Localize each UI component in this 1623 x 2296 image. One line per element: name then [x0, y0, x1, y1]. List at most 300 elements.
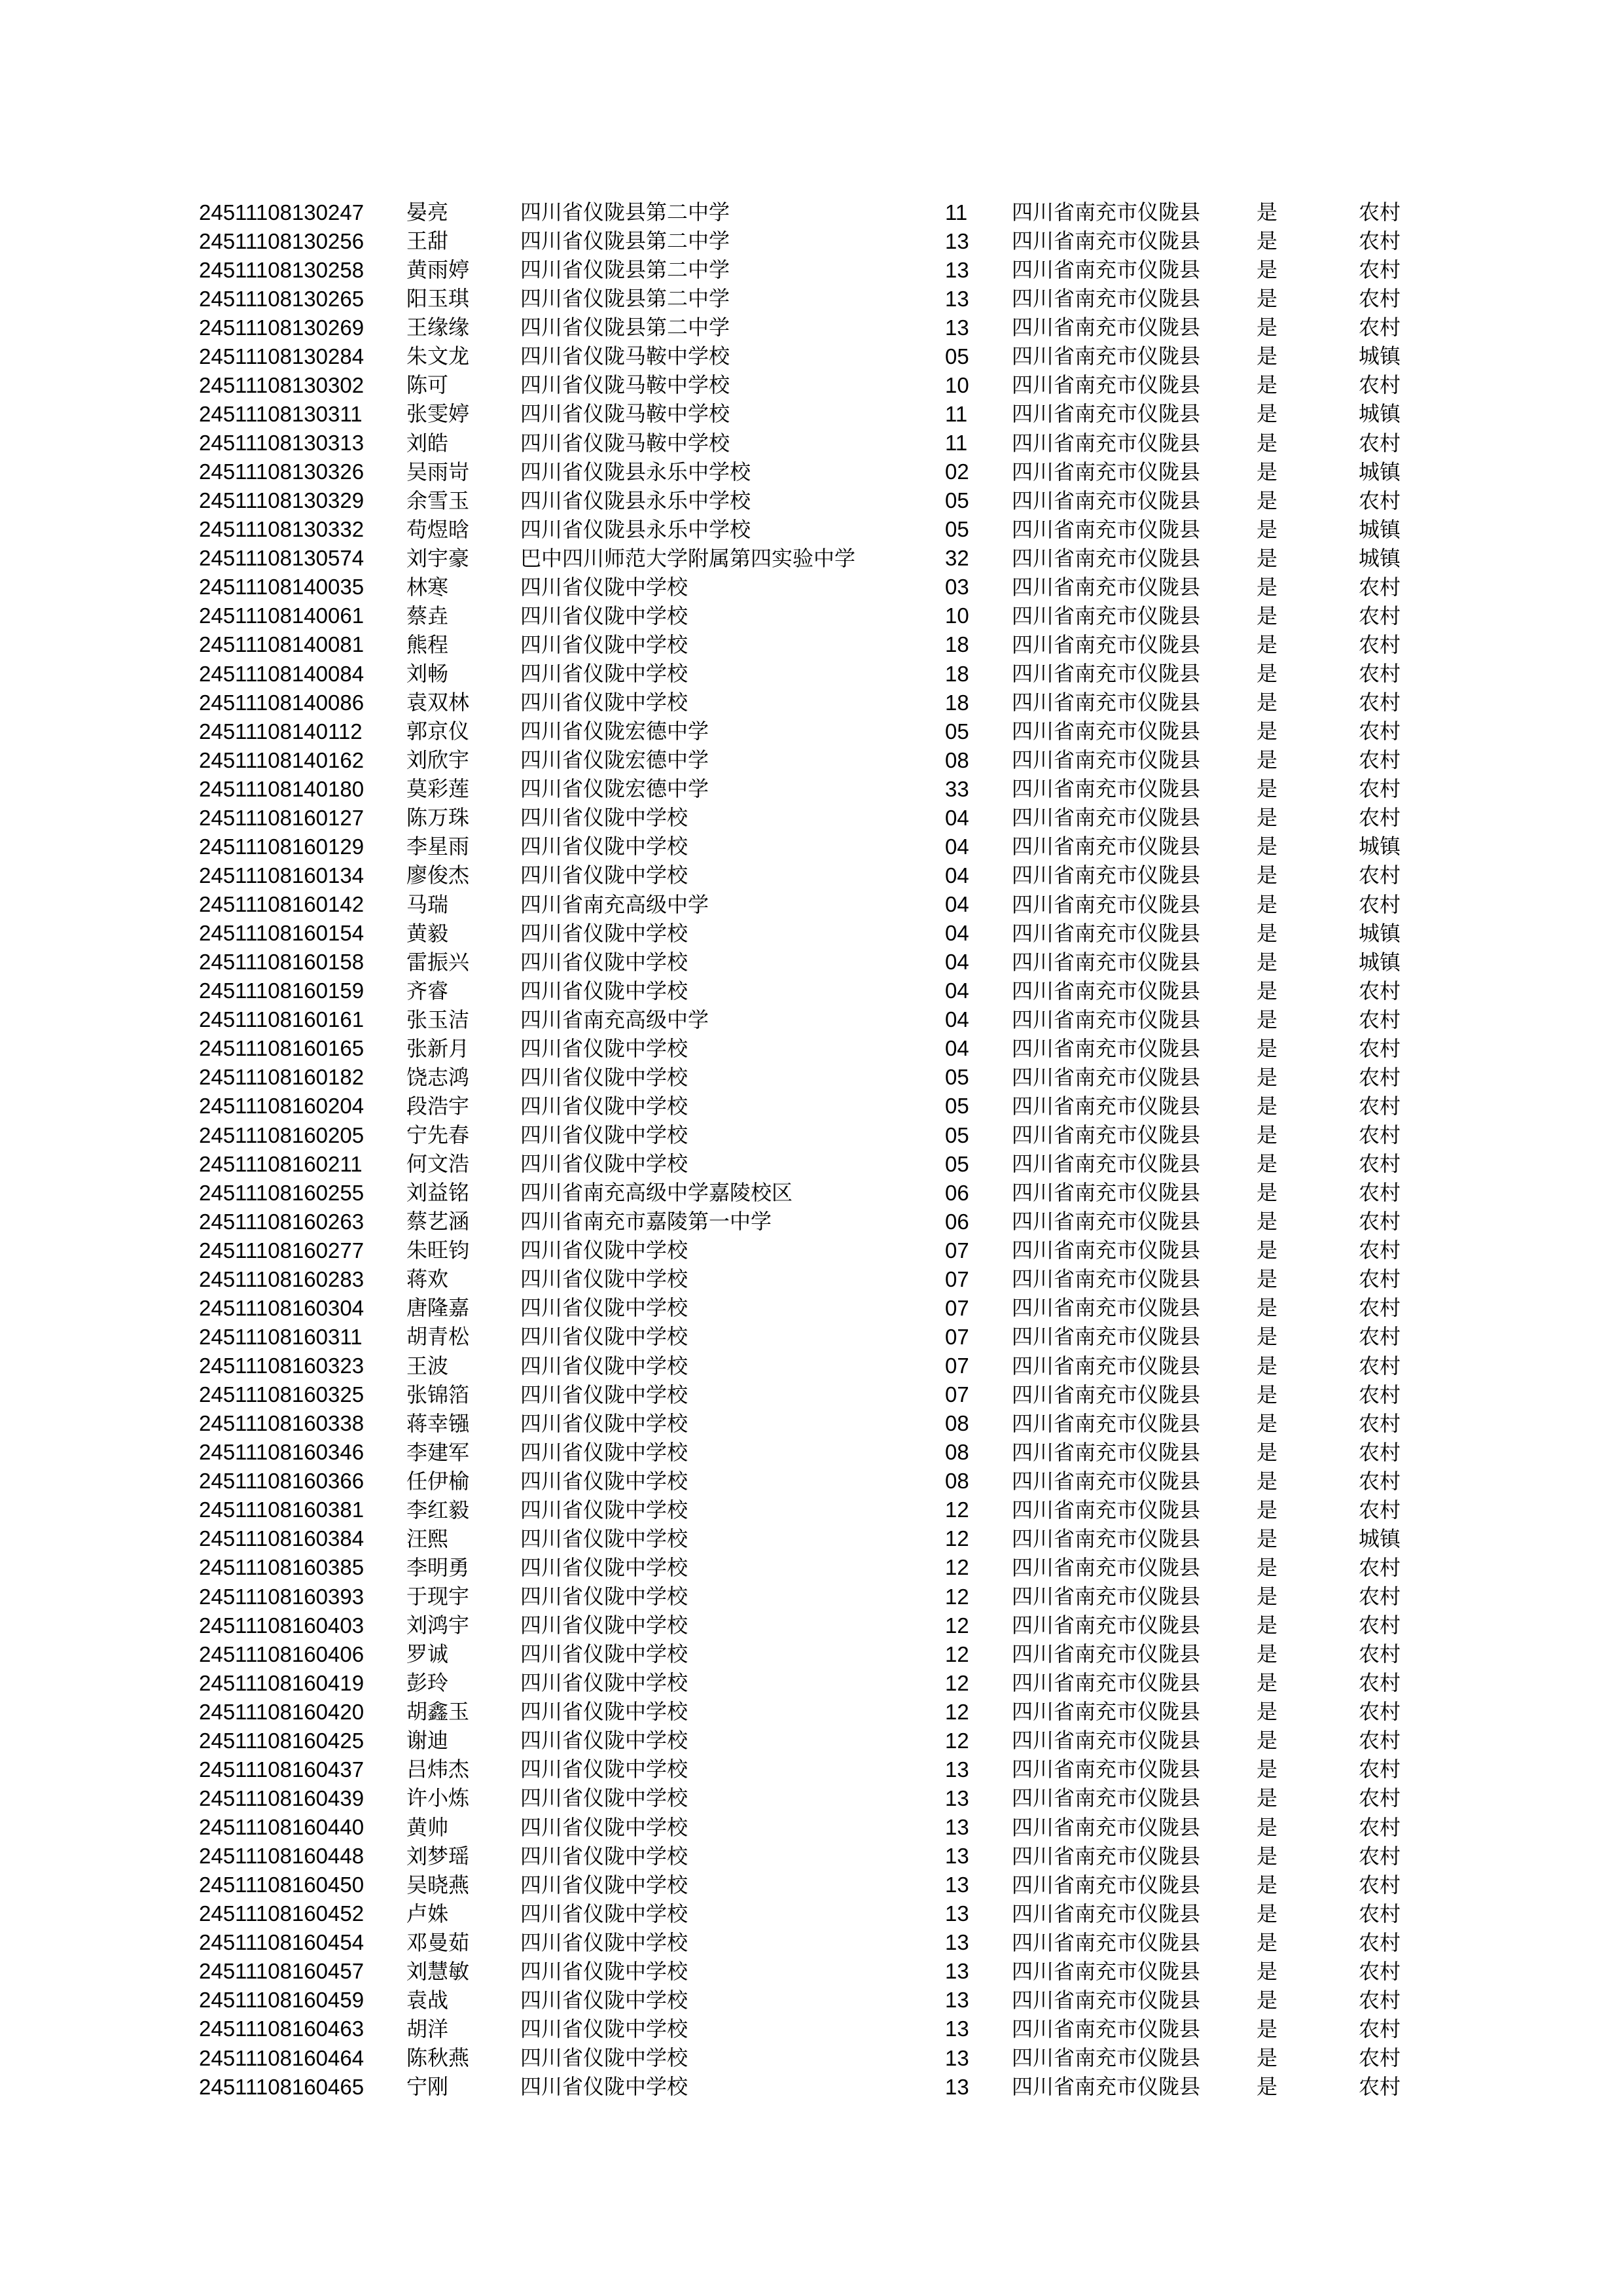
student-id-cell: 24511108140035 [199, 575, 365, 600]
student-name-cell: 蒋幸镪 [406, 1410, 470, 1436]
region-cell: 四川省南充市仪陇县 [1012, 1814, 1201, 1840]
class-number-cell: 13 [945, 2045, 969, 2070]
area-type-cell: 农村 [1359, 2074, 1401, 2100]
student-id-cell: 24511108160419 [199, 1670, 365, 1695]
student-name-cell: 于现宇 [406, 1584, 470, 1609]
student-name-cell: 刘欣宇 [406, 747, 470, 773]
student-id-cell: 24511108160393 [199, 1584, 365, 1609]
student-id-cell: 24511108160311 [199, 1324, 363, 1349]
school-cell: 四川省仪陇中学校 [520, 1266, 688, 1292]
school-cell: 巴中四川师范大学附属第四实验中学 [520, 545, 856, 571]
class-number-cell: 08 [945, 1440, 969, 1465]
area-type-cell: 农村 [1359, 1410, 1401, 1436]
student-id-cell: 24511108140086 [199, 690, 365, 715]
table-row [199, 1842, 1431, 1871]
school-cell: 四川省仪陇县第二中学 [520, 315, 730, 340]
student-name-cell: 李红毅 [406, 1497, 470, 1522]
eligibility-flag-cell: 是 [1257, 776, 1278, 802]
area-type-cell: 农村 [1359, 1843, 1401, 1869]
table-row [199, 659, 1431, 688]
student-name-cell: 朱旺钧 [406, 1238, 470, 1263]
area-type-cell: 农村 [1359, 1901, 1401, 1926]
region-cell: 四川省南充市仪陇县 [1012, 401, 1201, 427]
class-number-cell: 08 [945, 1469, 969, 1494]
student-id-cell: 24511108130311 [199, 401, 363, 426]
table-row [199, 226, 1431, 255]
school-cell: 四川省仪陇中学校 [520, 574, 688, 600]
student-name-cell: 蔡艺涵 [406, 1209, 470, 1234]
school-cell: 四川省仪陇中学校 [520, 1584, 688, 1609]
class-number-cell: 13 [945, 1901, 969, 1926]
student-id-cell: 24511108130329 [199, 488, 365, 513]
student-id-cell: 24511108160159 [199, 978, 365, 1003]
region-cell: 四川省南充市仪陇县 [1012, 1093, 1201, 1119]
student-name-cell: 宁刚 [406, 2074, 449, 2100]
student-name-cell: 林寒 [406, 574, 449, 600]
eligibility-flag-cell: 是 [1257, 1987, 1278, 2013]
area-type-cell: 农村 [1359, 1699, 1401, 1725]
class-number-cell: 13 [945, 286, 969, 311]
student-id-cell: 24511108140084 [199, 661, 365, 686]
eligibility-flag-cell: 是 [1257, 1929, 1278, 1955]
table-row [199, 717, 1431, 745]
area-type-cell: 农村 [1359, 1266, 1401, 1292]
area-type-cell: 农村 [1359, 863, 1401, 888]
class-number-cell: 13 [945, 1873, 969, 1897]
student-id-cell: 24511108140162 [199, 747, 365, 772]
school-cell: 四川省仪陇中学校 [520, 2016, 688, 2041]
region-cell: 四川省南充市仪陇县 [1012, 891, 1201, 917]
school-cell: 四川省仪陇中学校 [520, 978, 688, 1003]
student-id-cell: 24511108160454 [199, 1930, 365, 1955]
table-row [199, 1928, 1431, 1957]
student-id-cell: 24511108160437 [199, 1757, 365, 1782]
student-name-cell: 张玉洁 [406, 1007, 470, 1032]
school-cell: 四川省仪陇中学校 [520, 1613, 688, 1638]
eligibility-flag-cell: 是 [1257, 228, 1278, 254]
student-name-cell: 余雪玉 [406, 488, 470, 513]
region-cell: 四川省南充市仪陇县 [1012, 1901, 1201, 1926]
table-row [199, 2072, 1431, 2101]
table-row [199, 1813, 1431, 1842]
area-type-cell: 农村 [1359, 1814, 1401, 1840]
student-name-cell: 唐隆嘉 [406, 1295, 470, 1321]
school-cell: 四川省仪陇中学校 [520, 661, 688, 687]
student-name-cell: 阳玉琪 [406, 286, 470, 312]
region-cell: 四川省南充市仪陇县 [1012, 1439, 1201, 1465]
area-type-cell: 农村 [1359, 257, 1401, 283]
student-name-cell: 刘慧敏 [406, 1958, 470, 1984]
student-name-cell: 罗诚 [406, 1641, 449, 1667]
region-cell: 四川省南充市仪陇县 [1012, 459, 1201, 484]
table-row [199, 1957, 1431, 1986]
area-type-cell: 农村 [1359, 1958, 1401, 1984]
area-type-cell: 农村 [1359, 1093, 1401, 1119]
area-type-cell: 农村 [1359, 690, 1401, 715]
eligibility-flag-cell: 是 [1257, 719, 1278, 744]
region-cell: 四川省南充市仪陇县 [1012, 1728, 1201, 1753]
eligibility-flag-cell: 是 [1257, 488, 1278, 513]
student-id-cell: 24511108130258 [199, 257, 365, 282]
student-id-cell: 24511108160154 [199, 921, 365, 946]
student-id-cell: 24511108160366 [199, 1469, 365, 1494]
school-cell: 四川省仪陇中学校 [520, 2045, 688, 2071]
student-id-cell: 24511108130256 [199, 228, 365, 253]
table-row [199, 1265, 1431, 1293]
eligibility-flag-cell: 是 [1257, 1584, 1278, 1609]
region-cell: 四川省南充市仪陇县 [1012, 1757, 1201, 1782]
table-row [199, 1322, 1431, 1351]
table-row [199, 977, 1431, 1005]
table-row [199, 1582, 1431, 1611]
class-number-cell: 04 [945, 892, 969, 917]
eligibility-flag-cell: 是 [1257, 1468, 1278, 1494]
school-cell: 四川省仪陇中学校 [520, 690, 688, 715]
school-cell: 四川省仪陇中学校 [520, 1497, 688, 1522]
table-row [199, 1293, 1431, 1322]
class-number-cell: 32 [945, 546, 969, 571]
area-type-cell: 农村 [1359, 719, 1401, 744]
school-cell: 四川省仪陇马鞍中学校 [520, 372, 730, 398]
region-cell: 四川省南充市仪陇县 [1012, 1180, 1201, 1206]
region-cell: 四川省南充市仪陇县 [1012, 603, 1201, 628]
region-cell: 四川省南充市仪陇县 [1012, 228, 1201, 254]
student-name-cell: 马瑞 [406, 891, 449, 917]
class-number-cell: 13 [945, 228, 969, 253]
eligibility-flag-cell: 是 [1257, 430, 1278, 456]
region-cell: 四川省南充市仪陇县 [1012, 747, 1201, 773]
school-cell: 四川省仪陇县第二中学 [520, 200, 730, 225]
student-name-cell: 刘皓 [406, 430, 449, 456]
student-name-cell: 宁先春 [406, 1122, 470, 1148]
area-type-cell: 农村 [1359, 632, 1401, 657]
student-name-cell: 任伊榆 [406, 1468, 470, 1494]
class-number-cell: 11 [945, 431, 968, 456]
student-id-cell: 24511108160384 [199, 1526, 365, 1551]
area-type-cell: 农村 [1359, 1064, 1401, 1090]
eligibility-flag-cell: 是 [1257, 920, 1278, 946]
student-id-cell: 24511108160406 [199, 1641, 365, 1666]
region-cell: 四川省南充市仪陇县 [1012, 200, 1201, 225]
eligibility-flag-cell: 是 [1257, 545, 1278, 571]
table-row [199, 284, 1431, 313]
school-cell: 四川省仪陇县永乐中学校 [520, 516, 751, 542]
school-cell: 四川省仪陇宏德中学 [520, 719, 709, 744]
school-cell: 四川省仪陇中学校 [520, 1295, 688, 1321]
eligibility-flag-cell: 是 [1257, 1064, 1278, 1090]
student-name-cell: 吴雨岢 [406, 459, 470, 484]
student-id-cell: 24511108160450 [199, 1873, 365, 1897]
area-type-cell: 农村 [1359, 488, 1401, 513]
table-row [199, 1063, 1431, 1092]
area-type-cell: 农村 [1359, 1641, 1401, 1667]
student-id-cell: 24511108140112 [199, 719, 363, 744]
table-row [199, 1005, 1431, 1034]
student-id-cell: 24511108160323 [199, 1354, 365, 1378]
table-row [199, 1034, 1431, 1063]
table-row [199, 1409, 1431, 1438]
area-type-cell: 农村 [1359, 2016, 1401, 2041]
class-number-cell: 13 [945, 2017, 969, 2041]
class-number-cell: 12 [945, 1584, 969, 1609]
eligibility-flag-cell: 是 [1257, 805, 1278, 831]
class-number-cell: 13 [945, 1757, 969, 1782]
student-id-cell: 24511108160465 [199, 2074, 365, 2099]
eligibility-flag-cell: 是 [1257, 1122, 1278, 1148]
student-id-cell: 24511108130313 [199, 431, 365, 456]
area-type-cell: 城镇 [1359, 949, 1401, 975]
table-row [199, 1207, 1431, 1236]
school-cell: 四川省仪陇县永乐中学校 [520, 488, 751, 513]
region-cell: 四川省南充市仪陇县 [1012, 2074, 1201, 2100]
school-cell: 四川省仪陇中学校 [520, 603, 688, 628]
student-name-cell: 齐睿 [406, 978, 449, 1003]
table-row [199, 1899, 1431, 1928]
area-type-cell: 农村 [1359, 1007, 1401, 1032]
region-cell: 四川省南充市仪陇县 [1012, 257, 1201, 283]
student-name-cell: 饶志鸿 [406, 1064, 470, 1090]
eligibility-flag-cell: 是 [1257, 1295, 1278, 1321]
school-cell: 四川省仪陇中学校 [520, 1901, 688, 1926]
table-row [199, 601, 1431, 630]
area-type-cell: 农村 [1359, 286, 1401, 312]
student-name-cell: 雷振兴 [406, 949, 470, 975]
school-cell: 四川省仪陇中学校 [520, 632, 688, 657]
class-number-cell: 04 [945, 921, 969, 946]
student-name-cell: 卢姝 [406, 1901, 449, 1926]
class-number-cell: 05 [945, 1065, 969, 1090]
eligibility-flag-cell: 是 [1257, 661, 1278, 687]
table-row [199, 313, 1431, 342]
student-id-cell: 24511108160205 [199, 1122, 365, 1147]
eligibility-flag-cell: 是 [1257, 690, 1278, 715]
class-number-cell: 05 [945, 1094, 969, 1119]
student-name-cell: 张雯婷 [406, 401, 470, 427]
school-cell: 四川省仪陇中学校 [520, 1670, 688, 1696]
student-name-cell: 蒋欢 [406, 1266, 449, 1292]
class-number-cell: 12 [945, 1670, 969, 1695]
school-cell: 四川省仪陇县永乐中学校 [520, 459, 751, 484]
student-name-cell: 吕炜杰 [406, 1757, 470, 1782]
table-row [199, 255, 1431, 284]
region-cell: 四川省南充市仪陇县 [1012, 690, 1201, 715]
region-cell: 四川省南充市仪陇县 [1012, 1382, 1201, 1407]
student-name-cell: 刘宇豪 [406, 545, 470, 571]
class-number-cell: 13 [945, 1988, 969, 2013]
region-cell: 四川省南充市仪陇县 [1012, 1613, 1201, 1638]
area-type-cell: 农村 [1359, 1728, 1401, 1753]
area-type-cell: 农村 [1359, 776, 1401, 802]
eligibility-flag-cell: 是 [1257, 603, 1278, 628]
class-number-cell: 13 [945, 1844, 969, 1869]
student-id-cell: 24511108130247 [199, 200, 365, 224]
area-type-cell: 农村 [1359, 1987, 1401, 2013]
table-row [199, 515, 1431, 544]
table-row [199, 1178, 1431, 1207]
student-name-cell: 胡洋 [406, 2016, 449, 2041]
region-cell: 四川省南充市仪陇县 [1012, 863, 1201, 888]
student-name-cell: 谢迪 [406, 1728, 449, 1753]
student-name-cell: 汪熙 [406, 1526, 449, 1551]
student-name-cell: 刘梦瑶 [406, 1843, 470, 1869]
school-cell: 四川省仪陇中学校 [520, 1554, 688, 1580]
table-row [199, 1524, 1431, 1553]
student-name-cell: 刘鸿宇 [406, 1613, 470, 1638]
eligibility-flag-cell: 是 [1257, 1670, 1278, 1696]
area-type-cell: 城镇 [1359, 1526, 1401, 1551]
table-row [199, 1784, 1431, 1812]
class-number-cell: 12 [945, 1728, 969, 1753]
eligibility-flag-cell: 是 [1257, 1757, 1278, 1782]
region-cell: 四川省南充市仪陇县 [1012, 344, 1201, 369]
area-type-cell: 农村 [1359, 1468, 1401, 1494]
area-type-cell: 农村 [1359, 1324, 1401, 1350]
table-row [199, 1553, 1431, 1582]
eligibility-flag-cell: 是 [1257, 1526, 1278, 1551]
student-id-cell: 24511108160182 [199, 1065, 365, 1090]
class-number-cell: 03 [945, 575, 969, 600]
student-id-cell: 24511108160346 [199, 1440, 365, 1465]
eligibility-flag-cell: 是 [1257, 2016, 1278, 2041]
eligibility-flag-cell: 是 [1257, 315, 1278, 340]
student-name-cell: 邓曼茹 [406, 1929, 470, 1955]
area-type-cell: 农村 [1359, 430, 1401, 456]
class-number-cell: 07 [945, 1324, 969, 1349]
student-id-cell: 24511108140061 [199, 603, 365, 628]
school-cell: 四川省仪陇中学校 [520, 1814, 688, 1840]
area-type-cell: 农村 [1359, 1929, 1401, 1955]
eligibility-flag-cell: 是 [1257, 1901, 1278, 1926]
region-cell: 四川省南充市仪陇县 [1012, 1843, 1201, 1869]
class-number-cell: 04 [945, 950, 969, 975]
class-number-cell: 07 [945, 1295, 969, 1320]
eligibility-flag-cell: 是 [1257, 1151, 1278, 1177]
school-cell: 四川省南充高级中学 [520, 1007, 709, 1032]
table-row [199, 544, 1431, 573]
table-row [199, 630, 1431, 659]
region-cell: 四川省南充市仪陇县 [1012, 1151, 1201, 1177]
area-type-cell: 城镇 [1359, 545, 1401, 571]
class-number-cell: 04 [945, 834, 969, 859]
table-row [199, 1352, 1431, 1380]
student-id-cell: 24511108160452 [199, 1901, 365, 1926]
eligibility-flag-cell: 是 [1257, 1410, 1278, 1436]
region-cell: 四川省南充市仪陇县 [1012, 632, 1201, 657]
eligibility-flag-cell: 是 [1257, 1035, 1278, 1061]
student-id-cell: 24511108160440 [199, 1815, 365, 1840]
region-cell: 四川省南充市仪陇县 [1012, 516, 1201, 542]
class-number-cell: 13 [945, 1959, 969, 1984]
eligibility-flag-cell: 是 [1257, 632, 1278, 657]
region-cell: 四川省南充市仪陇县 [1012, 1641, 1201, 1667]
area-type-cell: 农村 [1359, 1613, 1401, 1638]
region-cell: 四川省南充市仪陇县 [1012, 1266, 1201, 1292]
student-id-cell: 24511108160381 [199, 1498, 365, 1522]
student-id-cell: 24511108130332 [199, 517, 365, 542]
region-cell: 四川省南充市仪陇县 [1012, 430, 1201, 456]
class-number-cell: 04 [945, 863, 969, 888]
eligibility-flag-cell: 是 [1257, 1497, 1278, 1522]
class-number-cell: 02 [945, 459, 969, 484]
student-name-cell: 胡鑫玉 [406, 1699, 470, 1725]
school-cell: 四川省南充市嘉陵第一中学 [520, 1209, 772, 1234]
class-number-cell: 05 [945, 517, 969, 542]
student-name-cell: 晏亮 [406, 200, 449, 225]
class-number-cell: 10 [945, 372, 969, 397]
table-row [199, 1668, 1431, 1697]
region-cell: 四川省南充市仪陇县 [1012, 1238, 1201, 1263]
area-type-cell: 城镇 [1359, 834, 1401, 859]
eligibility-flag-cell: 是 [1257, 344, 1278, 369]
student-name-cell: 郭京仪 [406, 719, 470, 744]
school-cell: 四川省仪陇马鞍中学校 [520, 430, 730, 456]
student-name-cell: 王甜 [406, 228, 449, 254]
student-id-cell: 24511108130326 [199, 459, 365, 484]
table-row [199, 688, 1431, 717]
school-cell: 四川省仪陇中学校 [520, 1641, 688, 1667]
school-cell: 四川省仪陇中学校 [520, 1843, 688, 1869]
class-number-cell: 10 [945, 603, 969, 628]
student-name-cell: 段浩宇 [406, 1093, 470, 1119]
student-id-cell: 24511108160325 [199, 1382, 365, 1407]
student-name-cell: 李明勇 [406, 1554, 470, 1580]
class-number-cell: 05 [945, 1122, 969, 1147]
table-row [199, 1236, 1431, 1265]
school-cell: 四川省仪陇宏德中学 [520, 747, 709, 773]
table-row [199, 399, 1431, 428]
student-name-cell: 熊程 [406, 632, 449, 657]
class-number-cell: 12 [945, 1555, 969, 1580]
area-type-cell: 农村 [1359, 805, 1401, 831]
area-type-cell: 农村 [1359, 891, 1401, 917]
region-cell: 四川省南充市仪陇县 [1012, 949, 1201, 975]
student-id-cell: 24511108160211 [199, 1151, 363, 1176]
region-cell: 四川省南充市仪陇县 [1012, 1584, 1201, 1609]
table-row [199, 370, 1431, 399]
class-number-cell: 08 [945, 1411, 969, 1436]
area-type-cell: 农村 [1359, 372, 1401, 398]
eligibility-flag-cell: 是 [1257, 2074, 1278, 2100]
class-number-cell: 04 [945, 1036, 969, 1061]
school-cell: 四川省仪陇中学校 [520, 1382, 688, 1407]
school-cell: 四川省仪陇县第二中学 [520, 228, 730, 254]
region-cell: 四川省南充市仪陇县 [1012, 661, 1201, 687]
eligibility-flag-cell: 是 [1257, 1872, 1278, 1897]
region-cell: 四川省南充市仪陇县 [1012, 1209, 1201, 1234]
area-type-cell: 农村 [1359, 1238, 1401, 1263]
class-number-cell: 18 [945, 690, 969, 715]
region-cell: 四川省南充市仪陇县 [1012, 1468, 1201, 1494]
eligibility-flag-cell: 是 [1257, 1958, 1278, 1984]
student-id-cell: 24511108140180 [199, 776, 365, 801]
table-row [199, 1986, 1431, 2015]
table-row [199, 2015, 1431, 2043]
student-id-cell: 24511108160457 [199, 1959, 365, 1984]
region-cell: 四川省南充市仪陇县 [1012, 488, 1201, 513]
school-cell: 四川省仪陇县第二中学 [520, 286, 730, 312]
eligibility-flag-cell: 是 [1257, 1439, 1278, 1465]
student-id-cell: 24511108160204 [199, 1094, 365, 1119]
school-cell: 四川省仪陇中学校 [520, 805, 688, 831]
table-row [199, 1496, 1431, 1524]
region-cell: 四川省南充市仪陇县 [1012, 1064, 1201, 1090]
school-cell: 四川省南充高级中学嘉陵校区 [520, 1180, 793, 1206]
table-row [199, 861, 1431, 889]
student-id-cell: 24511108160263 [199, 1209, 365, 1234]
eligibility-flag-cell: 是 [1257, 286, 1278, 312]
student-id-cell: 24511108160161 [199, 1007, 365, 1032]
student-id-cell: 24511108160158 [199, 950, 365, 975]
